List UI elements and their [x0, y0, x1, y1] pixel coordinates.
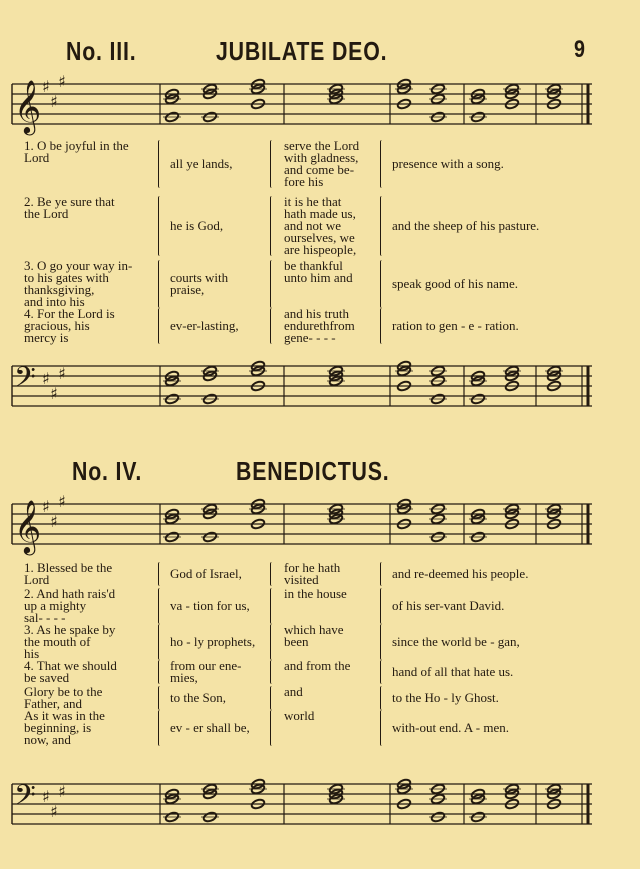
verse-text: thanksgiving, — [24, 282, 95, 297]
verse-text: and the sheep of his pasture. — [392, 218, 540, 233]
brace — [158, 308, 162, 344]
sharp-icon: ♯ — [50, 92, 58, 111]
verse-text: courts with — [170, 270, 229, 285]
verse-text: which have — [284, 622, 344, 637]
verse-text: hath made us, — [284, 206, 356, 221]
brace — [380, 140, 384, 188]
verse-text: and his truth — [284, 306, 349, 321]
verse-text: God of Israel, — [170, 566, 242, 581]
verse-text: to the Son, — [170, 690, 226, 705]
verse-text: va - tion for us, — [170, 598, 250, 613]
sharp-icon: ♯ — [50, 802, 58, 821]
verse-text: to the Ho - ly Ghost. — [392, 690, 499, 705]
brace — [380, 686, 384, 710]
brace — [158, 562, 162, 586]
sharp-icon: ♯ — [58, 72, 66, 91]
verse-text: and — [284, 684, 303, 699]
brace — [270, 624, 274, 660]
verse-text: and from the — [284, 658, 351, 673]
verse-text: visited — [284, 572, 319, 587]
verse-text: ev-er-lasting, — [170, 318, 239, 333]
verse-text: since the world be - gan, — [392, 634, 520, 649]
verse-text: all ye lands, — [170, 156, 233, 171]
verse-text: Lord — [24, 150, 50, 165]
brace — [158, 140, 162, 188]
verse-text: 2. And hath rais'd — [24, 586, 116, 601]
verse-text: and come be- — [284, 162, 355, 177]
verse-text: with-out end. A - men. — [392, 720, 509, 735]
verse-text: mercy is — [24, 330, 69, 345]
brace — [158, 624, 162, 660]
brace — [270, 562, 274, 586]
brace — [158, 588, 162, 624]
verse-text: to his gates with — [24, 270, 109, 285]
brace — [158, 260, 162, 308]
verse-text: with gladness, — [284, 150, 359, 165]
verse-text: ev - er shall be, — [170, 720, 250, 735]
verse-text: ho - ly prophets, — [170, 634, 256, 649]
brace — [270, 196, 274, 256]
verse-text: unto him and — [284, 270, 353, 285]
verse-text: ration to gen - e - ration. — [392, 318, 519, 333]
verse-text: As it was in the — [24, 708, 105, 723]
brace — [380, 624, 384, 660]
sharp-icon: ♯ — [50, 384, 58, 403]
brace — [380, 260, 384, 308]
verse-text: mies, — [170, 670, 198, 685]
brace — [158, 660, 162, 684]
bass-clef-icon: 𝄢 — [14, 361, 36, 401]
brace — [270, 686, 274, 710]
brace — [380, 588, 384, 624]
verse-text: and not we — [284, 218, 342, 233]
sharp-icon: ♯ — [42, 787, 50, 806]
verse-text: been — [284, 634, 309, 649]
verse-text: and into his — [24, 294, 85, 309]
verse-text: of his ser-vant David. — [392, 598, 505, 613]
verse-text: beginning, is — [24, 720, 92, 735]
verse-text: his — [24, 646, 40, 661]
verse-text: endurethfrom — [284, 318, 355, 333]
brace — [380, 710, 384, 746]
brace — [270, 588, 274, 624]
brace — [270, 660, 274, 684]
brace — [380, 562, 384, 586]
bass-staff — [0, 768, 640, 838]
verse-text: 2. Be ye sure that — [24, 194, 115, 209]
verse-text: 1. O be joyful in the — [24, 138, 129, 153]
verse-text: 1. Blessed be the — [24, 560, 113, 575]
treble-staff — [0, 68, 640, 138]
brace — [158, 196, 162, 256]
verse-text: 3. As he spake by — [24, 622, 116, 637]
verse-text: gene- - - - — [284, 330, 336, 345]
sharp-icon: ♯ — [50, 512, 58, 531]
verse-text: fore his — [284, 174, 324, 189]
verse-text: up a mighty — [24, 598, 87, 613]
verse-text: are hispeople, — [284, 242, 357, 257]
verse-text: be saved — [24, 670, 70, 685]
verse-text: for he hath — [284, 560, 341, 575]
verse-text: 4. For the Lord is — [24, 306, 115, 321]
verse-text: now, and — [24, 732, 71, 747]
verse-text: presence with a song. — [392, 156, 504, 171]
sharp-icon: ♯ — [58, 492, 66, 511]
brace — [380, 196, 384, 256]
sharp-icon: ♯ — [42, 497, 50, 516]
verse-text: in the house — [284, 586, 347, 601]
sharp-icon: ♯ — [58, 782, 66, 801]
verse-text: praise, — [170, 282, 205, 297]
verse-text: be thankful — [284, 258, 343, 273]
treble-clef-icon: 𝄞 — [14, 499, 42, 553]
brace — [270, 308, 274, 344]
sharp-icon: ♯ — [58, 364, 66, 383]
section-title: BENEDICTUS. — [236, 456, 390, 486]
section-title: JUBILATE DEO. — [216, 36, 388, 66]
verse-text: it is he that — [284, 194, 342, 209]
verse-text: he is God, — [170, 218, 224, 233]
brace — [158, 686, 162, 710]
verse-text: the Lord — [24, 206, 69, 221]
verse-text: from our ene- — [170, 658, 242, 673]
brace — [270, 260, 274, 308]
page-number: 9 — [574, 36, 586, 63]
sharp-icon: ♯ — [42, 77, 50, 96]
treble-clef-icon: 𝄞 — [14, 79, 42, 133]
bass-clef-icon: 𝄢 — [14, 779, 36, 819]
verse-text: speak good of his name. — [392, 276, 519, 291]
brace — [380, 660, 384, 684]
verse-text: serve the Lord — [284, 138, 360, 153]
verse-text: world — [284, 708, 315, 723]
brace — [380, 308, 384, 344]
verse-text: Glory be to the — [24, 684, 103, 699]
verse-text: 3. O go your way in- — [24, 258, 133, 273]
section-number: No. IV. — [72, 456, 143, 486]
verse-text: Lord — [24, 572, 50, 587]
verse-text: sal- - - - — [24, 610, 66, 625]
section-number: No. III. — [66, 36, 137, 66]
verse-text: hand of all that hate us. — [392, 664, 514, 679]
verse-text: and re-deemed his people. — [392, 566, 529, 581]
sharp-icon: ♯ — [42, 369, 50, 388]
brace — [270, 710, 274, 746]
verse-text: 4. That we should — [24, 658, 117, 673]
brace — [158, 710, 162, 746]
verse-text: gracious, his — [24, 318, 90, 333]
brace — [270, 140, 274, 188]
verse-text: Father, and — [24, 696, 82, 711]
bass-staff — [0, 350, 640, 420]
verse-text: ourselves, we — [284, 230, 355, 245]
verse-text: the mouth of — [24, 634, 91, 649]
treble-staff — [0, 488, 640, 558]
